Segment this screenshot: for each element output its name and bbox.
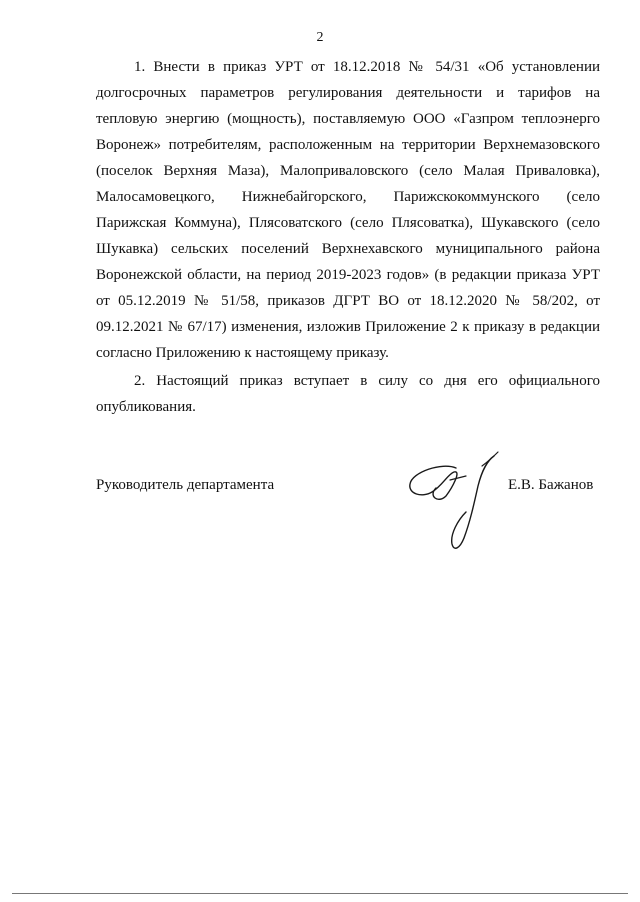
handwritten-signature [398, 446, 508, 556]
paragraph-line: 09.12.2021 № 67/17) изменения, изложив Приложение 2 к приказу в редакции [96, 319, 600, 335]
paragraph-line: тепловую энергию (мощность), поставляемую ООО «Газпром теплоэнерго [96, 111, 600, 127]
paragraph-line: долгосрочных параметров регулирования деятельности и тарифов на [96, 85, 600, 101]
paragraph-line: согласно Приложению к настоящему приказу. [96, 345, 389, 361]
paragraph-line: опубликования. [96, 399, 196, 415]
signatory-name: Е.В. Бажанов [508, 477, 594, 493]
paragraph-line: Парижская Коммуна), Плясоватского (село Плясоватка), Шукавского (село [96, 215, 600, 231]
paragraph-line: от 05.12.2019 № 51/58, приказов ДГРТ ВО от 18.12.2020 № 58/202, от [96, 293, 600, 309]
paragraph-line: Воронеж» потребителям, расположенным на территории Верхнемазовского [96, 137, 600, 153]
signatory-position: Руководитель департамента [96, 477, 275, 493]
paragraph-line: (поселок Верхняя Маза), Малоприваловского (село Малая Приваловка), [96, 163, 600, 179]
paragraph-line: Шукавка) сельских поселений Верхнехавского муниципального района [96, 241, 600, 257]
paragraph-line: 2. Настоящий приказ вступает в силу со дня его официального [134, 373, 600, 389]
page-number: 2 [316, 30, 324, 45]
scan-edge-divider [12, 893, 628, 894]
paragraph-line: 1. Внести в приказ УРТ от 18.12.2018 № 54/31 «Об установлении [134, 59, 600, 75]
paragraph-line: Воронежской области, на период 2019-2023 годов» (в редакции приказа УРТ [96, 267, 600, 283]
paragraph-line: Малосамовецкого, Нижнебайгорского, Парижскокоммунского (село [96, 189, 600, 205]
